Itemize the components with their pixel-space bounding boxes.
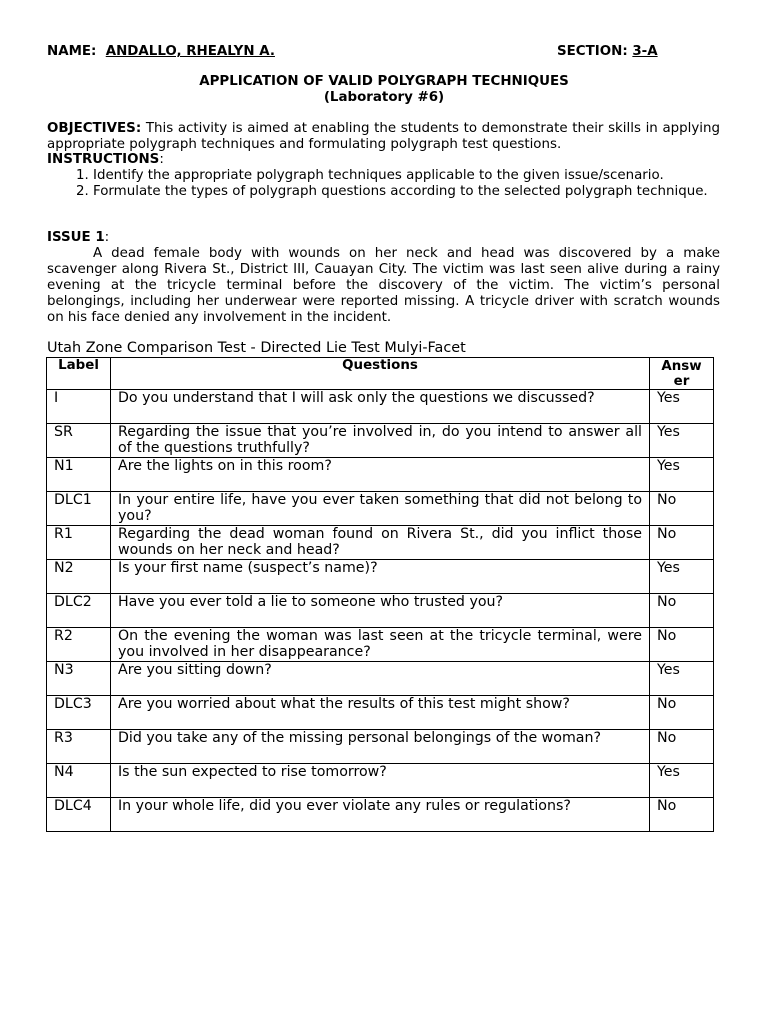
- row-label: R1: [47, 526, 111, 560]
- row-question: Is the sun expected to rise tomorrow?: [111, 764, 650, 798]
- issue-block: [47, 230, 720, 326]
- instruction-item: 2. Formulate the types of polygraph questions according to the selected polygraph technique.: [93, 184, 720, 200]
- row-answer: No: [650, 594, 714, 628]
- table-row: [47, 492, 714, 526]
- table-row: [47, 560, 714, 594]
- row-question: In your entire life, have you ever taken something that did not belong to you?: [111, 492, 650, 526]
- table-row: [47, 594, 714, 628]
- row-label: N1: [47, 458, 111, 492]
- row-question: Are the lights on in this room?: [111, 458, 650, 492]
- instructions-label: INSTRUCTIONS: [47, 152, 160, 167]
- instructions-colon: :: [159, 152, 164, 167]
- row-label: I: [47, 390, 111, 424]
- row-label: DLC2: [47, 594, 111, 628]
- title-line-1: APPLICATION OF VALID POLYGRAPH TECHNIQUES: [199, 74, 569, 89]
- name-value: ANDALLO, RHEALYN A.: [105, 44, 275, 59]
- issue-label: ISSUE 1: [47, 230, 105, 245]
- row-label: R2: [47, 628, 111, 662]
- row-question: Regarding the issue that you’re involved in, do you intend to answer all of the questions truthfully?: [111, 424, 650, 458]
- row-question: Are you sitting down?: [111, 662, 650, 696]
- row-answer: Yes: [650, 764, 714, 798]
- section-value: 3-A: [632, 44, 658, 59]
- issue-text: A dead female body with wounds on her neck and head was discovered by a make scavenger along Rivera St., District III, Cauayan City. The victim was last seen alive during a rainy evening at the tricycle terminal before the discovery of the victim. The victim’s personal belongings, including her underwear were reported missing. A tricycle driver with scratch wounds on his face denied any involvement in the incident.: [47, 246, 720, 325]
- table-row: [47, 628, 714, 662]
- row-answer: Yes: [650, 458, 714, 492]
- row-label: R3: [47, 730, 111, 764]
- row-answer: Yes: [650, 424, 714, 458]
- header-answer: Answ er: [650, 358, 714, 390]
- row-question: Are you worried about what the results of this test might show?: [111, 696, 650, 730]
- instruction-item: 1. Identify the appropriate polygraph techniques applicable to the given issue/scenario.: [93, 168, 720, 184]
- row-question: Have you ever told a lie to someone who trusted you?: [111, 594, 650, 628]
- row-answer: No: [650, 492, 714, 526]
- section-label: SECTION:: [557, 44, 628, 59]
- table-row: [47, 798, 714, 832]
- instructions-block: [47, 152, 720, 200]
- table-row: [47, 730, 714, 764]
- objectives-paragraph: [47, 121, 720, 153]
- row-label: N2: [47, 560, 111, 594]
- name-label: NAME:: [47, 44, 97, 59]
- table-row: [47, 424, 714, 458]
- table-row: [47, 696, 714, 730]
- name-line: [47, 44, 275, 60]
- row-label: SR: [47, 424, 111, 458]
- row-answer: No: [650, 696, 714, 730]
- header: [47, 44, 721, 62]
- row-question: On the evening the woman was last seen at the tricycle terminal, were you involved in her disappearance?: [111, 628, 650, 662]
- issue-colon: :: [104, 230, 110, 245]
- objectives-text: This activity is aimed at enabling the students to demonstrate their skills in applying appropriate polygraph techniques and formulating polygraph test questions.: [47, 121, 720, 152]
- objectives-label: OBJECTIVES:: [47, 121, 142, 136]
- document-title: [0, 74, 768, 106]
- row-label: N3: [47, 662, 111, 696]
- section-line: [557, 44, 658, 60]
- row-label: DLC1: [47, 492, 111, 526]
- row-answer: Yes: [650, 560, 714, 594]
- row-answer: No: [650, 628, 714, 662]
- row-question: Did you take any of the missing personal belongings of the woman?: [111, 730, 650, 764]
- row-label: DLC3: [47, 696, 111, 730]
- row-answer: Yes: [650, 662, 714, 696]
- row-question: In your whole life, did you ever violate any rules or regulations?: [111, 798, 650, 832]
- row-answer: No: [650, 798, 714, 832]
- table-row: [47, 390, 714, 424]
- table-caption: Utah Zone Comparison Test - Directed Lie Test Mulyi-Facet: [47, 340, 466, 356]
- header-questions: Questions: [111, 358, 650, 390]
- row-label: N4: [47, 764, 111, 798]
- row-answer: Yes: [650, 390, 714, 424]
- questions-table: [46, 357, 714, 832]
- table-row: [47, 526, 714, 560]
- instructions-list: [47, 168, 720, 200]
- table-row: [47, 764, 714, 798]
- table-row: [47, 662, 714, 696]
- row-answer: No: [650, 526, 714, 560]
- header-label: Label: [47, 358, 111, 390]
- title-line-2: (Laboratory #6): [323, 90, 445, 105]
- table-header-row: [47, 358, 714, 390]
- row-question: Regarding the dead woman found on Rivera St., did you inflict those wounds on her neck and head?: [111, 526, 650, 560]
- table-row: [47, 458, 714, 492]
- row-answer: No: [650, 730, 714, 764]
- row-label: DLC4: [47, 798, 111, 832]
- row-question: Do you understand that I will ask only the questions we discussed?: [111, 390, 650, 424]
- row-question: Is your first name (suspect’s name)?: [111, 560, 650, 594]
